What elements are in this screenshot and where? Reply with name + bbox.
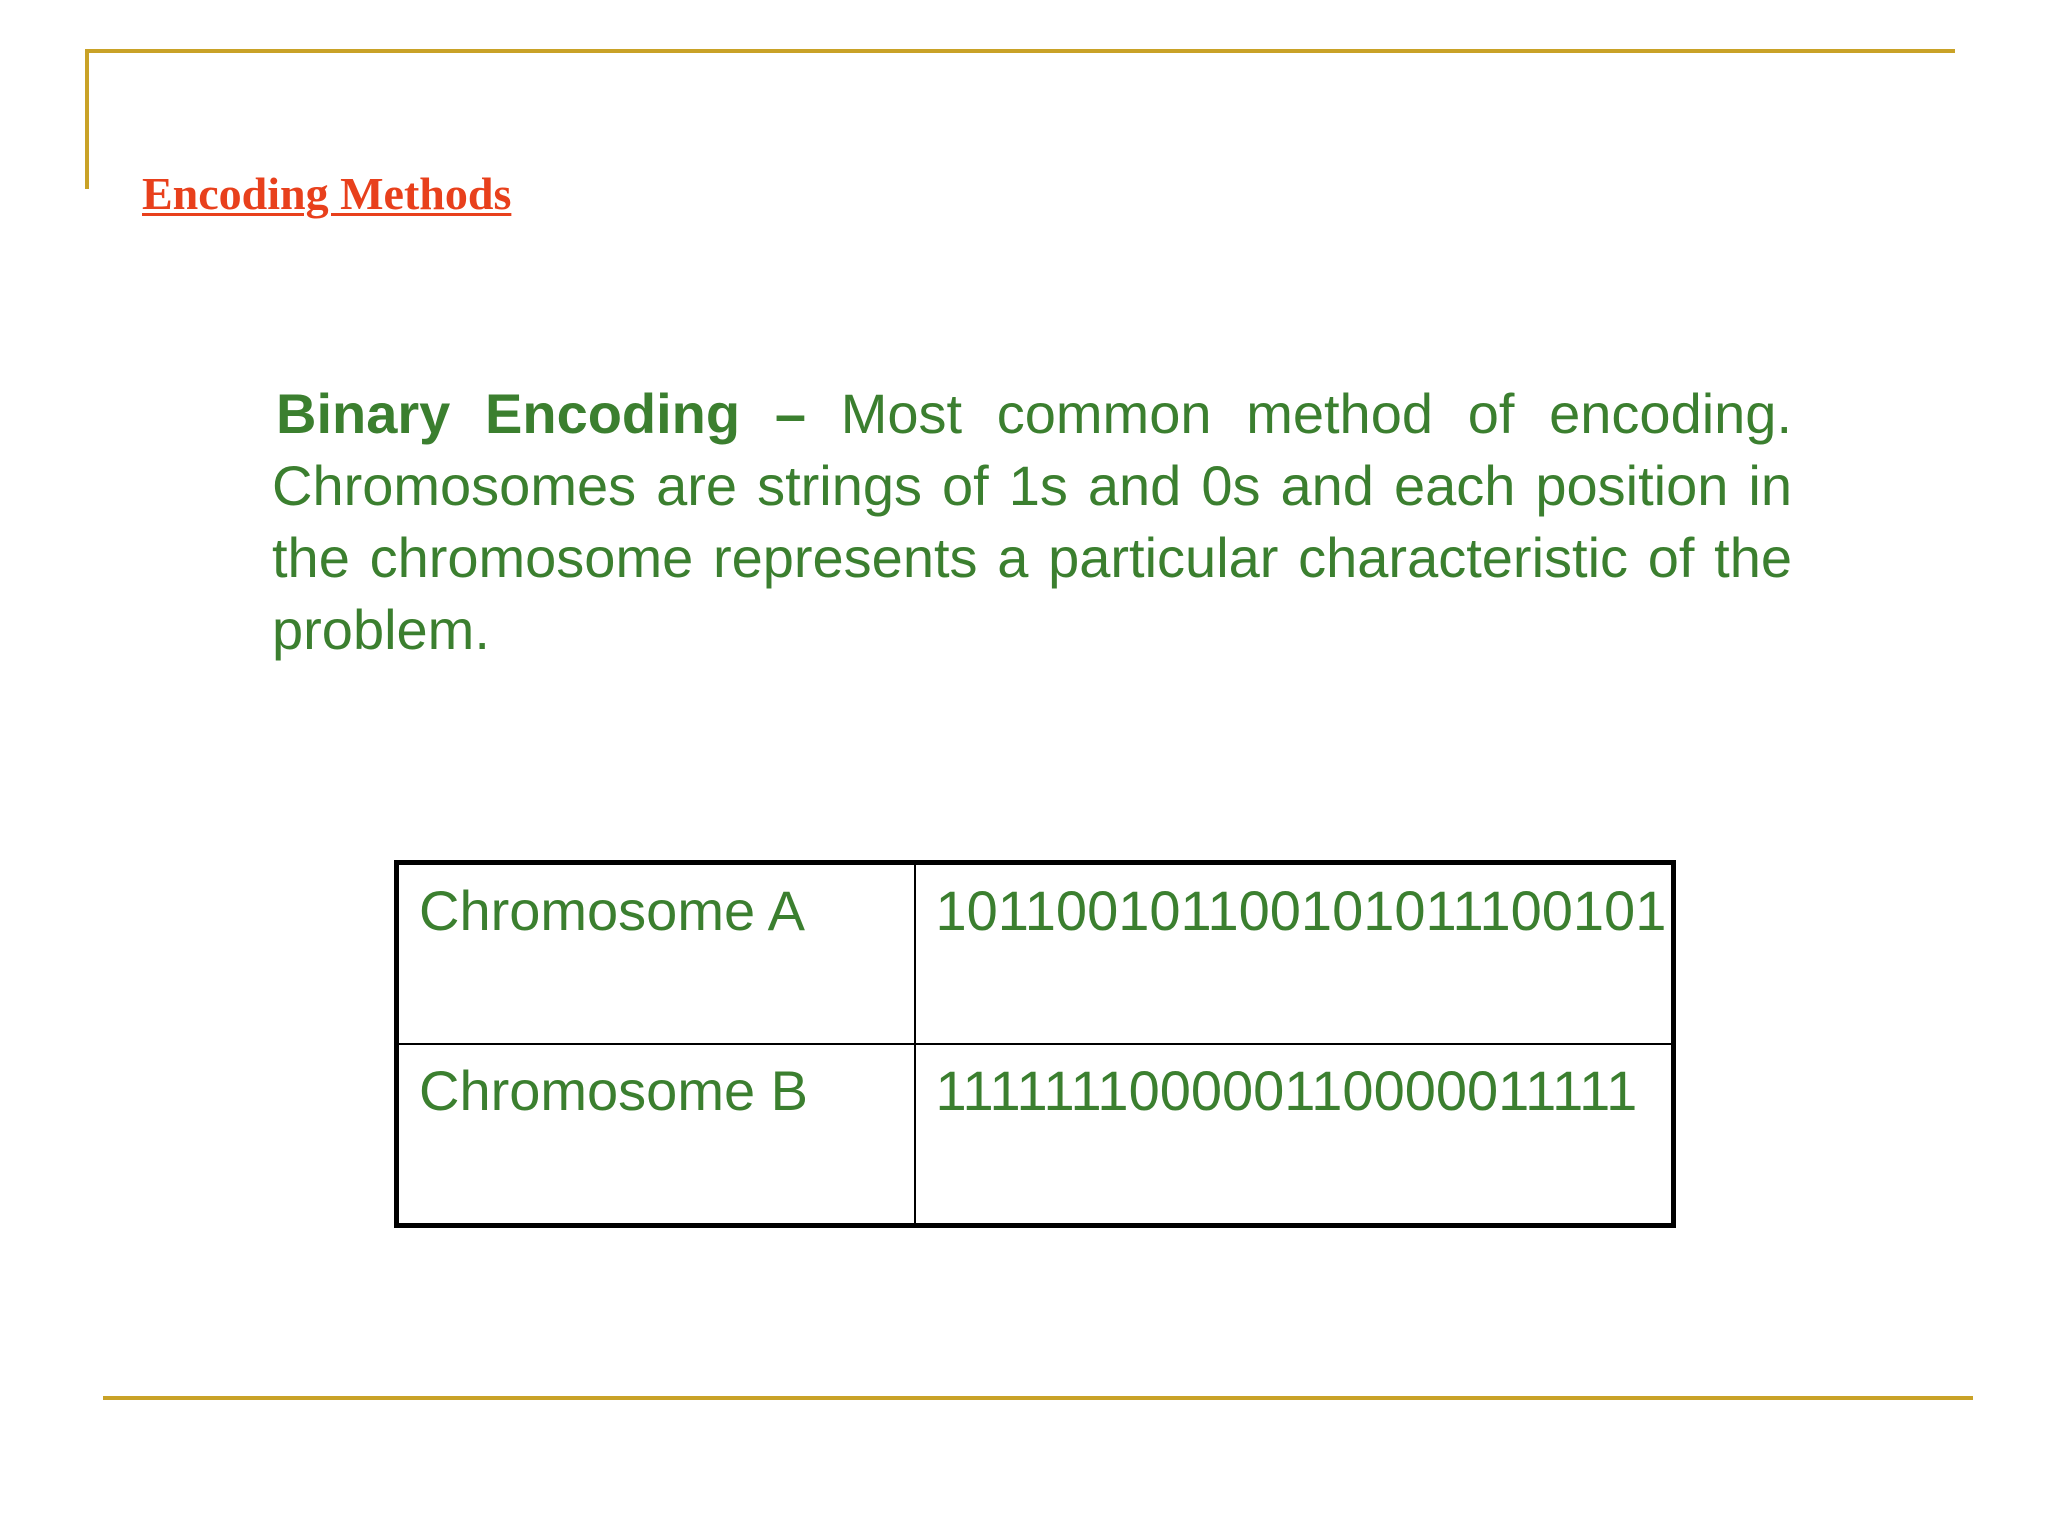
table-row xyxy=(397,1044,1674,1226)
bottom-accent-rule xyxy=(103,1396,1973,1400)
chromosome-value-cell: 111111100000110000011111 xyxy=(915,1044,1674,1226)
chromosome-name-cell: Chromosome A xyxy=(397,863,915,1045)
slide-title: Encoding Methods xyxy=(142,168,512,219)
left-accent-rule xyxy=(85,49,89,189)
chromosome-name-cell: Chromosome B xyxy=(397,1044,915,1226)
binary-encoding-description: Most common method of encoding. Chromosomes are strings of 1s and 0s and each position in the chromosome represents a particular characteristic of the problem. xyxy=(272,382,1793,661)
table-row xyxy=(397,863,1674,1045)
chromosome-table xyxy=(394,860,1676,1228)
chromosome-value-cell: 101100101100101011100101 xyxy=(915,863,1674,1045)
body-paragraph xyxy=(272,378,1792,666)
binary-encoding-term: Binary Encoding – xyxy=(276,382,806,445)
top-accent-rule xyxy=(85,49,1955,53)
